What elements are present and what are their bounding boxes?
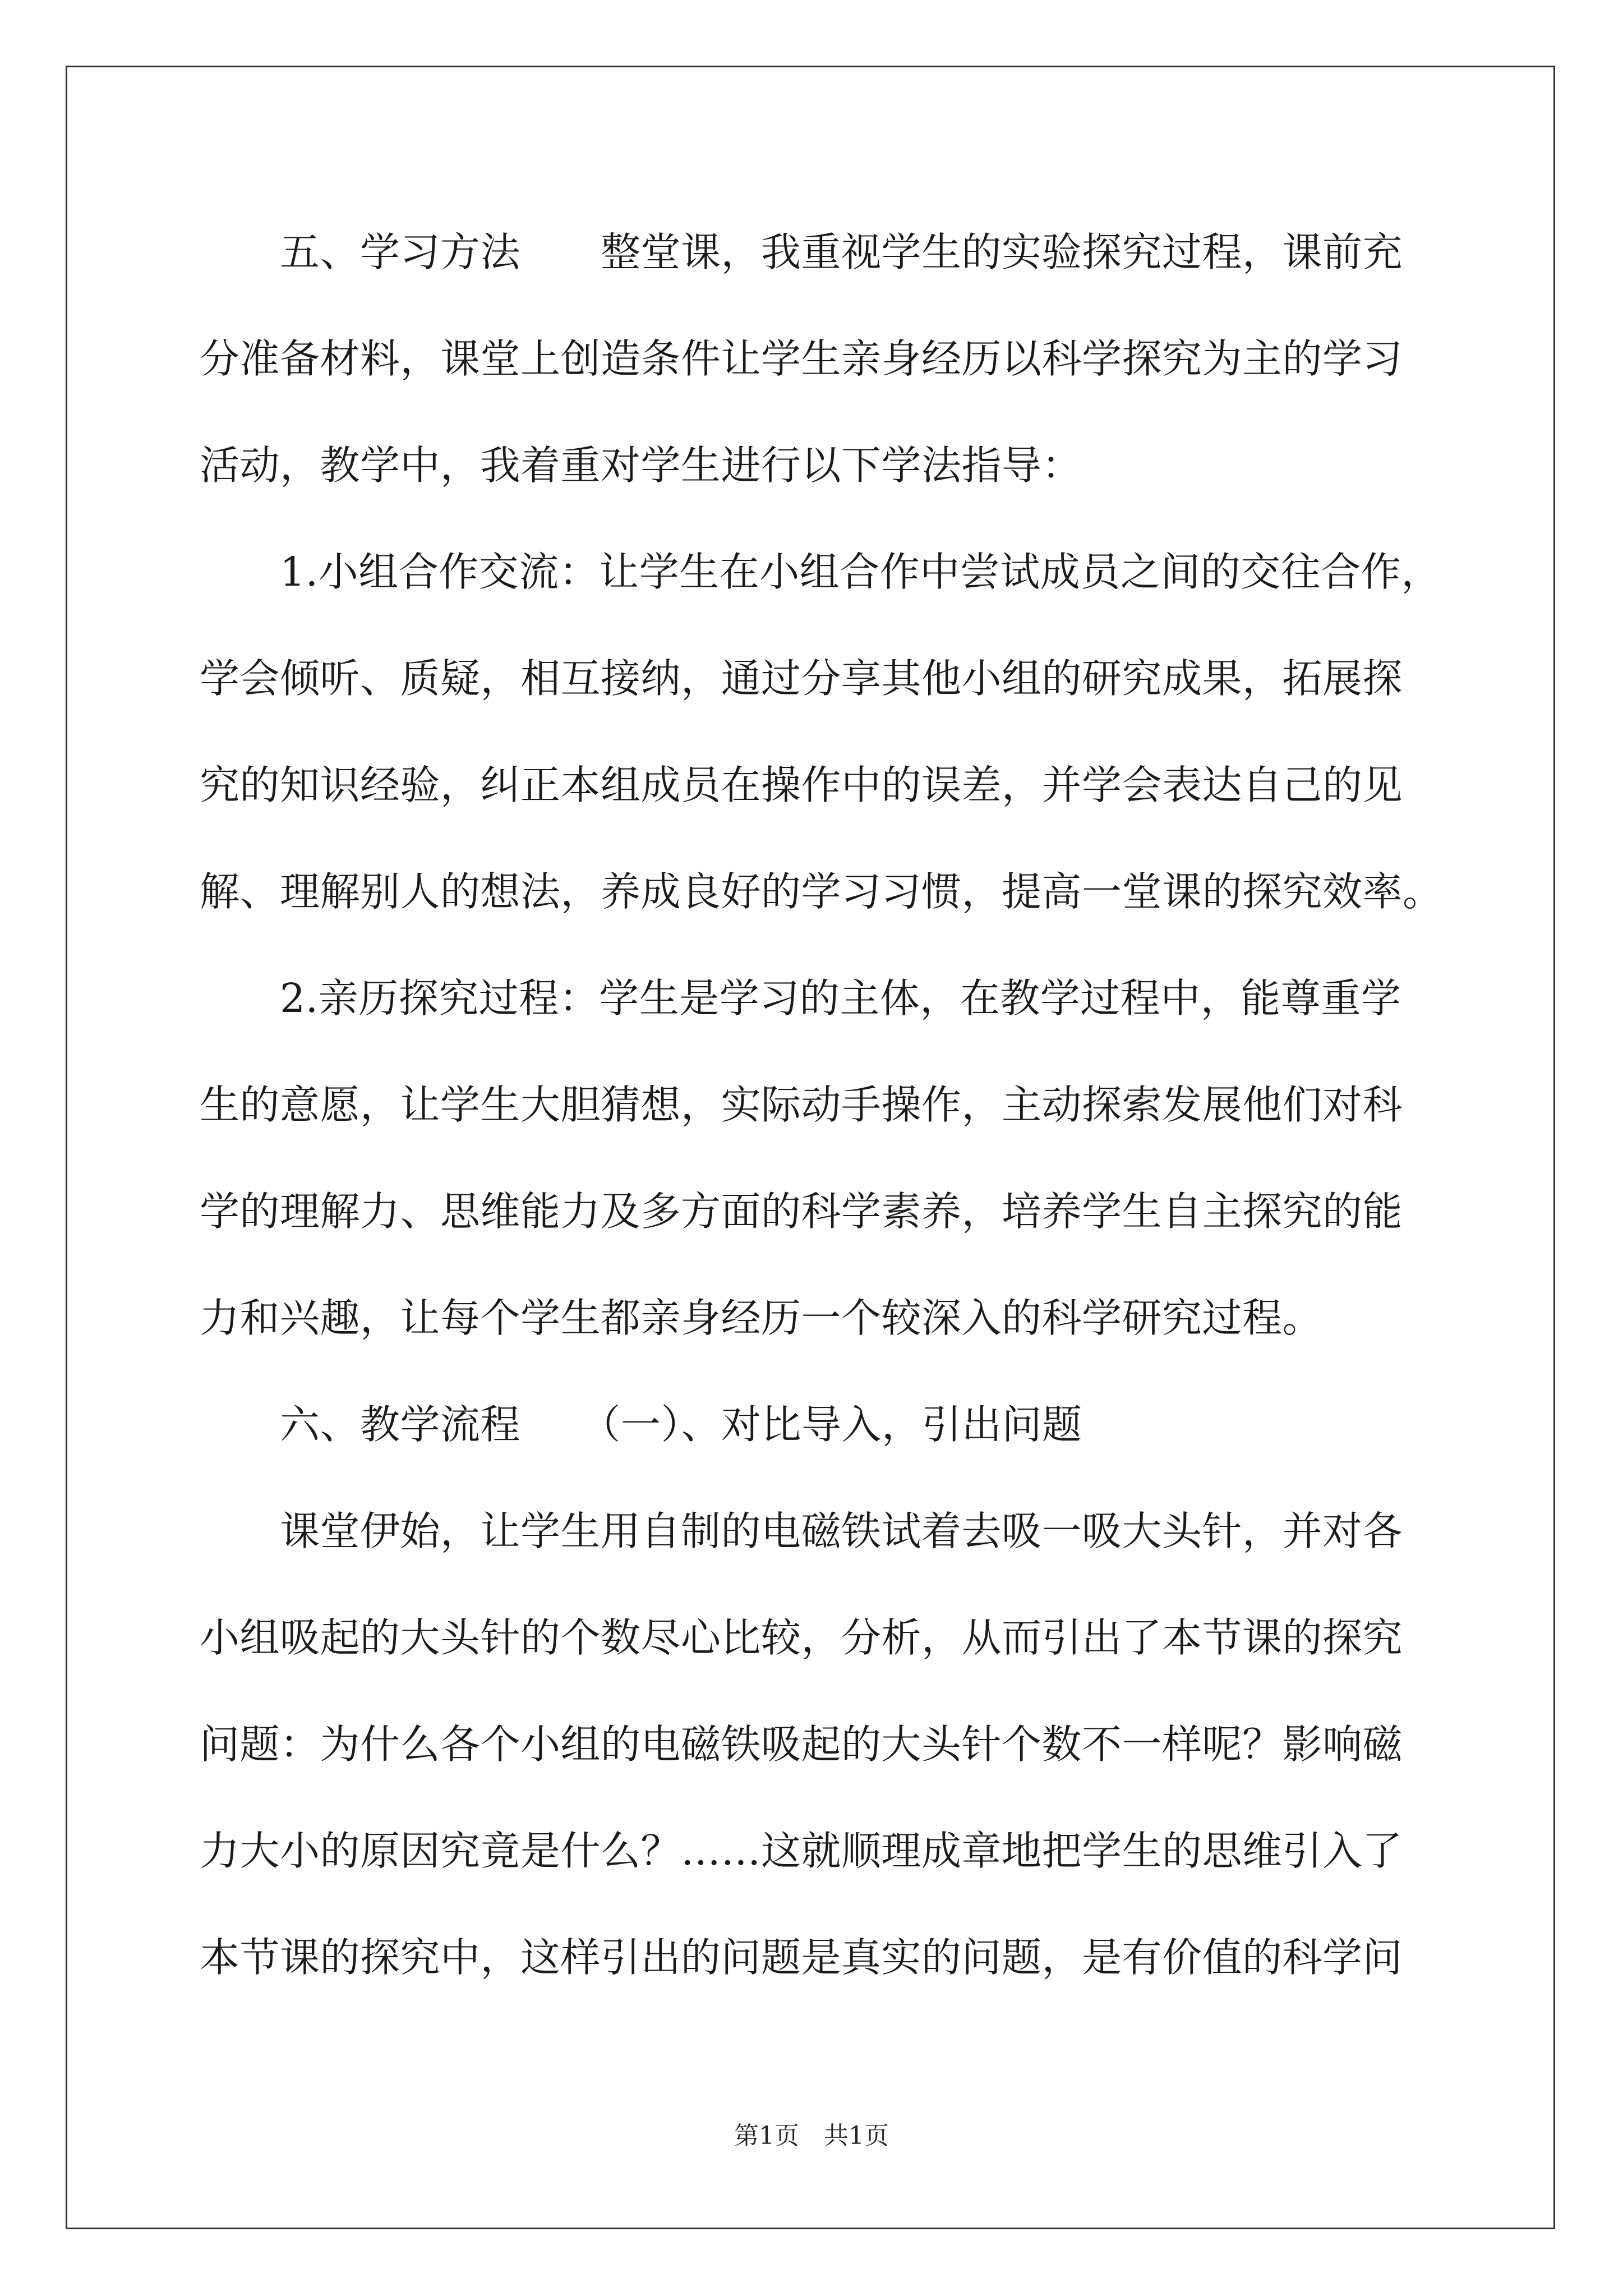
text-line: 1.小组合作交流：让学生在小组合作中尝试成员之间的交往合作， [200, 549, 1441, 595]
text-line: 本节课的探究中，这样引出的问题是真实的问题，是有价值的科学问 [200, 1934, 1403, 1981]
text-line: 活动，教学中，我着重对学生进行以下学法指导： [200, 442, 1082, 489]
section-heading: 六、教学流程 （一）、对比导入，引出问题 [200, 1401, 1082, 1448]
text-line: 课堂伊始，让学生用自制的电磁铁试着去吸一吸大头针，并对各 [200, 1508, 1403, 1554]
text-line: 力大小的原因究竟是什么？……这就顺理成章地把学生的思维引入了 [200, 1828, 1403, 1874]
text-line: 学的理解力、思维能力及多方面的科学素养，培养学生自主探究的能 [200, 1188, 1403, 1235]
page-footer: 第1页 共1页 [734, 2122, 889, 2150]
text-line: 生的意愿，让学生大胆猜想，实际动手操作，主动探索发展他们对科 [200, 1082, 1403, 1128]
text-line: 学会倾听、质疑，相互接纳，通过分享其他小组的研究成果，拓展探 [200, 655, 1403, 702]
text-line: 五、学习方法 整堂课，我重视学生的实验探究过程，课前充 [200, 229, 1403, 275]
text-line: 2.亲历探究过程：学生是学习的主体，在教学过程中，能尊重学 [200, 975, 1401, 1022]
text-line: 解、理解别人的想法，养成良好的学习习惯，提高一堂课的探究效率。 [200, 868, 1443, 915]
text-line: 究的知识经验，纠正本组成员在操作中的误差，并学会表达自己的见 [200, 762, 1403, 808]
text-line: 力和兴趣，让每个学生都亲身经历一个较深入的科学研究过程。 [200, 1295, 1323, 1341]
text-line: 分准备材料，课堂上创造条件让学生亲身经历以科学探究为主的学习 [200, 335, 1403, 382]
text-line: 问题：为什么各个小组的电磁铁吸起的大头针个数不一样呢？影响磁 [200, 1721, 1403, 1768]
text-line: 小组吸起的大头针的个数尽心比较，分析，从而引出了本节课的探究 [200, 1614, 1403, 1661]
